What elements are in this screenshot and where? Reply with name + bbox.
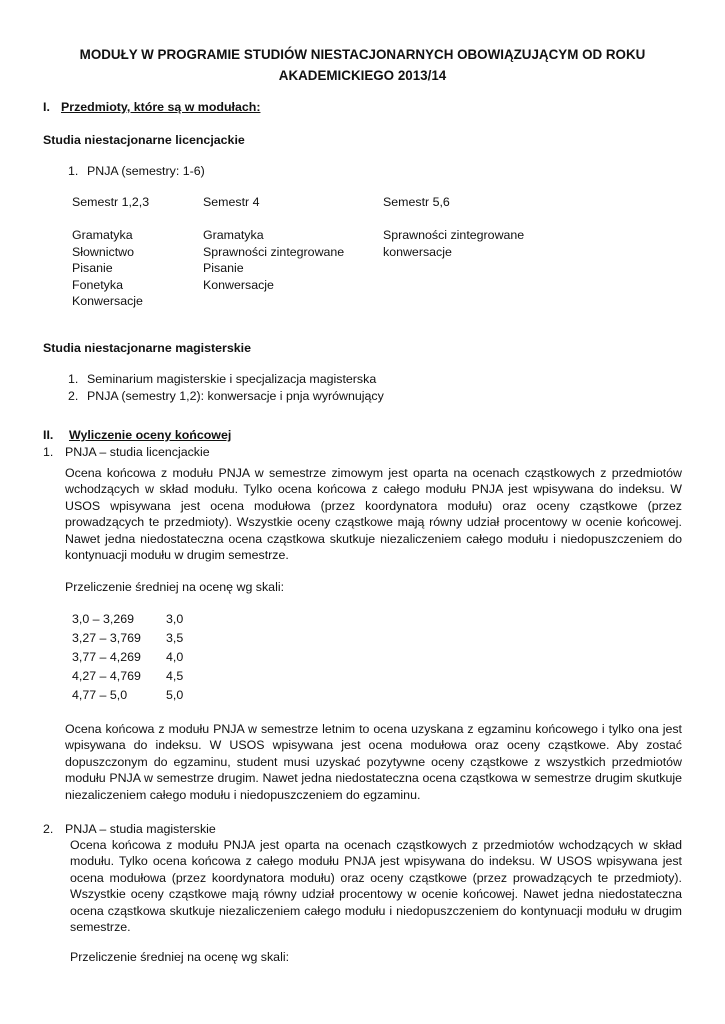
subject-item: Pisanie <box>72 261 113 276</box>
subject-item: konwersacje <box>383 244 452 259</box>
item1-paragraph-summer: Ocena końcowa z modułu PNJA w semestrze letnim to ocena uzyskana z egzaminu końcowego i tylko ona jest wpisywana do indeksu. W USOS wpisywana jest ocena modułowa oraz oceny cząstkowe. Aby zostać dopuszczonym do egzaminu, student musi uzyskać pozytywne oceny cząstkowe z wszystkich przedmiotów modułu PNJA w semestrze drugim. Nawet jedna niedostateczna ocena cząstkowa w semestrze drugim skutkuje niezaliczeniem całego modułu i niedopuszczeniem do egzaminu. <box>65 722 682 802</box>
lic-item-number: 1. <box>68 164 79 178</box>
subject-item: Fonetyka <box>72 277 123 292</box>
mag-item-text: Seminarium magisterskie i specjalizacja magisterska <box>87 372 377 386</box>
subject-item: Konwersacje <box>72 293 143 308</box>
scale-range: 4,77 – 5,0 <box>72 688 128 702</box>
semester-column-header: Semestr 5,6 <box>383 195 450 209</box>
item1-paragraph-winter: Ocena końcowa z modułu PNJA w semestrze zimowym jest oparta na ocenach cząstkowych z przedmiotów wchodzących w skład modułu. Tylko ocena końcowa z całego modułu PNJA jest wpisywana do indeksu. W USOS wpisywana jest ocena modułowa (przez koordynatora modułu) oraz oceny cząstkowe (przez prowadzących te przedmioty). Wszystkie oceny cząstkowe mają równy udział procentowy w ocenie końcowej. Nawet jedna niedostateczna ocena cząstkowa skutkuje niezaliczeniem całego modułu i niedopuszczeniem do kontynuacji modułu w drugim semestrze. <box>65 466 682 563</box>
subject-item: Słownictwo <box>72 244 134 259</box>
magisterskie-heading: Studia niestacjonarne magisterskie <box>43 341 251 355</box>
scale-range: 4,27 – 4,769 <box>72 669 141 683</box>
item1-title: PNJA – studia licencjackie <box>65 445 210 459</box>
section2-heading: Wyliczenie oceny końcowej <box>69 428 232 442</box>
section2-number: II. <box>43 428 54 442</box>
semester-column-header: Semestr 1,2,3 <box>72 195 150 209</box>
scale-range: 3,27 – 3,769 <box>72 631 141 645</box>
subject-item: Gramatyka <box>203 228 264 243</box>
scale-ranges <box>72 611 141 706</box>
semester-column-header: Semestr 4 <box>203 195 260 209</box>
document-title-line2: AKADEMICKIEGO 2013/14 <box>278 68 447 83</box>
scale-range: 3,0 – 3,269 <box>72 612 135 626</box>
item1-number: 1. <box>43 445 54 459</box>
subject-item: Pisanie <box>203 261 244 276</box>
lic-item-text: PNJA (semestry: 1-6) <box>87 164 205 178</box>
licencjackie-heading: Studia niestacjonarne licencjackie <box>43 133 245 147</box>
semester-column-2 <box>203 194 344 293</box>
item2-title: PNJA – studia magisterskie <box>65 822 216 836</box>
section1-number: I. <box>43 100 50 114</box>
scale-grades <box>166 611 183 706</box>
semester-column-3 <box>383 194 524 260</box>
scale-grade: 4,5 <box>166 669 184 683</box>
item2-paragraph: Ocena końcowa z modułu PNJA jest oparta na ocenach cząstkowych z przedmiotów wchodzących w skład modułu. Tylko ocena końcowa z całego modułu PNJA jest wpisywana do indeksu. W USOS wpisywana jest ocena modułowa (przez koordynatora modułu) oraz oceny cząstkowe (przez prowadzących te przedmioty). Wszystkie oceny cząstkowe mają równy udział procentowy w ocenie końcowej. Nawet jedna niedostateczna ocena cząstkowa skutkuje niezaliczeniem całego modułu i niedopuszczeniem do kontynuacji modułu w drugim semestrze. <box>70 838 682 935</box>
mag-item-number: 2. <box>68 389 79 403</box>
semester-column-1 <box>72 194 149 309</box>
scale-range: 3,77 – 4,269 <box>72 650 141 664</box>
scale-grade: 4,0 <box>166 650 184 664</box>
mag-item-text: PNJA (semestry 1,2): konwersacje i pnja wyrównujący <box>87 389 384 403</box>
scale-grade: 3,5 <box>166 631 184 645</box>
scale-grade: 3,0 <box>166 612 184 626</box>
scale-label: Przeliczenie średniej na ocenę wg skali: <box>65 580 285 594</box>
section1-heading: Przedmioty, które są w modułach: <box>61 100 261 114</box>
scale-grade: 5,0 <box>166 688 184 702</box>
subject-item: Sprawności zintegrowane <box>203 244 345 259</box>
mag-item-number: 1. <box>68 372 79 386</box>
document-title-line1: MODUŁY W PROGRAMIE STUDIÓW NIESTACJONARNYCH OBOWIĄZUJĄCYM OD ROKU <box>79 47 646 62</box>
subject-item: Konwersacje <box>203 277 274 292</box>
subject-item: Gramatyka <box>72 228 133 243</box>
subject-item: Sprawności zintegrowane <box>383 228 525 243</box>
item2-number: 2. <box>43 822 54 836</box>
item2-scale-label: Przeliczenie średniej na ocenę wg skali: <box>70 950 290 964</box>
